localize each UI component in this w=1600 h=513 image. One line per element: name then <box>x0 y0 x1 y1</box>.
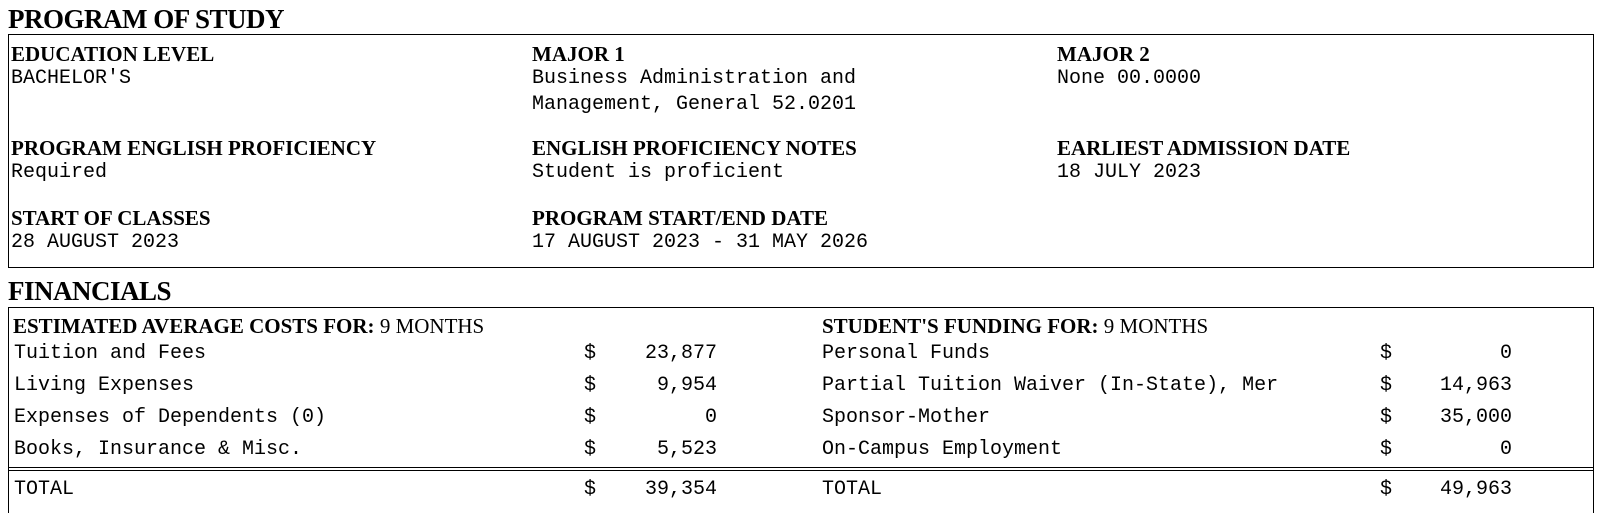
cost-label: Living Expenses <box>14 374 195 397</box>
funding-label: On-Campus Employment <box>822 438 1063 461</box>
cost-amount: 5,523 <box>656 438 717 461</box>
funding-amount: 35,000 <box>1439 406 1512 429</box>
funding-currency: $ <box>1380 406 1393 429</box>
funding-header-label: STUDENT'S FUNDING FOR: <box>822 314 1099 338</box>
cost-amount: 9,954 <box>656 374 717 397</box>
cost-label: Expenses of Dependents (0) <box>14 406 327 429</box>
english-notes-value: Student is proficient <box>532 161 785 184</box>
cost-currency: $ <box>584 374 597 397</box>
program-dates-field <box>532 206 868 256</box>
start-of-classes-field <box>11 206 211 256</box>
program-dates-value: 17 AUGUST 2023 - 31 MAY 2026 <box>532 231 869 254</box>
english-proficiency-label: PROGRAM ENGLISH PROFICIENCY <box>11 136 377 160</box>
costs-header-period: 9 MONTHS <box>379 314 485 338</box>
cost-currency: $ <box>584 342 597 365</box>
financials-title: FINANCIALS <box>8 276 172 306</box>
major2-field <box>1057 42 1201 92</box>
funding-header <box>822 314 1208 338</box>
program-of-study-title: PROGRAM OF STUDY <box>8 4 284 34</box>
major1-value-line2: Management, General 52.0201 <box>532 93 857 116</box>
program-dates-label: PROGRAM START/END DATE <box>532 206 828 230</box>
education-level-value: BACHELOR'S <box>11 67 132 90</box>
major1-field <box>532 42 856 118</box>
funding-amount: 0 <box>1499 438 1512 461</box>
costs-header <box>13 314 484 338</box>
funding-label: Sponsor-Mother <box>822 406 991 429</box>
english-proficiency-value: Required <box>11 161 108 184</box>
funding-header-period: 9 MONTHS <box>1103 314 1209 338</box>
english-notes-field <box>532 136 857 186</box>
total-divider <box>9 467 1593 471</box>
english-notes-label: ENGLISH PROFICIENCY NOTES <box>532 136 857 160</box>
funding-amount: 14,963 <box>1439 374 1512 397</box>
cost-label: Tuition and Fees <box>14 342 207 365</box>
english-proficiency-field <box>11 136 376 186</box>
major2-label: MAJOR 2 <box>1057 42 1150 66</box>
financials-box <box>8 307 1594 513</box>
funding-total-label: TOTAL <box>822 478 883 501</box>
major1-value-line1: Business Administration and <box>532 67 857 90</box>
cost-total-label: TOTAL <box>14 478 75 501</box>
cost-label: Books, Insurance & Misc. <box>14 438 303 461</box>
program-of-study-box <box>8 34 1594 268</box>
funding-currency: $ <box>1380 342 1393 365</box>
major2-value: None 00.0000 <box>1057 67 1202 90</box>
cost-amount: 0 <box>704 406 717 429</box>
cost-currency: $ <box>584 406 597 429</box>
cost-currency: $ <box>584 438 597 461</box>
earliest-admission-value: 18 JULY 2023 <box>1057 161 1202 184</box>
costs-header-label: ESTIMATED AVERAGE COSTS FOR: <box>13 314 375 338</box>
major1-label: MAJOR 1 <box>532 42 625 66</box>
education-level-field <box>11 42 214 92</box>
education-level-label: EDUCATION LEVEL <box>11 42 215 66</box>
start-of-classes-value: 28 AUGUST 2023 <box>11 231 180 254</box>
cost-total-amount: 39,354 <box>644 478 717 501</box>
funding-total-amount: 49,963 <box>1439 478 1512 501</box>
funding-label: Partial Tuition Waiver (In-State), Mer <box>822 374 1279 397</box>
start-of-classes-label: START OF CLASSES <box>11 206 211 230</box>
funding-currency: $ <box>1380 438 1393 461</box>
cost-amount: 23,877 <box>644 342 717 365</box>
funding-amount: 0 <box>1499 342 1512 365</box>
funding-total-currency: $ <box>1380 478 1393 501</box>
funding-currency: $ <box>1380 374 1393 397</box>
earliest-admission-field <box>1057 136 1350 186</box>
cost-total-currency: $ <box>584 478 597 501</box>
funding-label: Personal Funds <box>822 342 991 365</box>
earliest-admission-label: EARLIEST ADMISSION DATE <box>1057 136 1351 160</box>
